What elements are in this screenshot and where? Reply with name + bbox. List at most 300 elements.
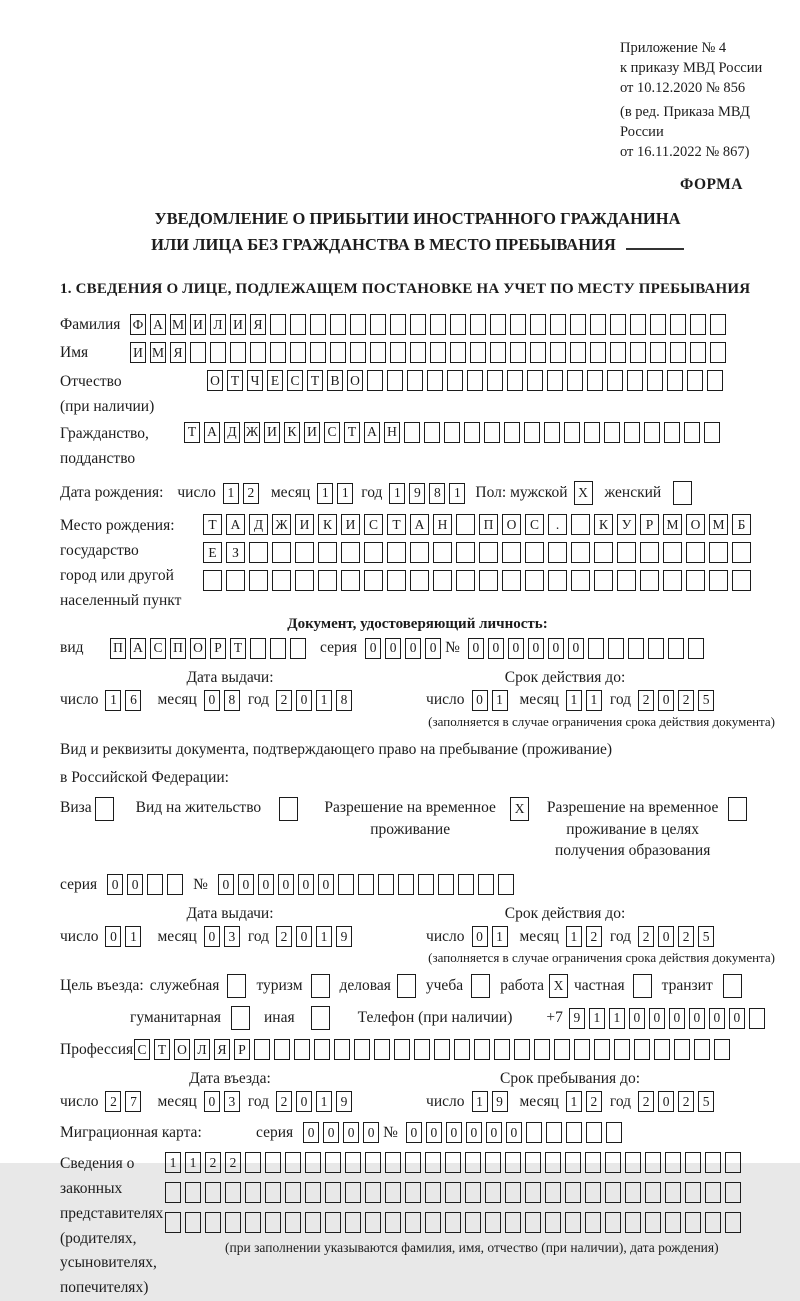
residence-issue-month-cell[interactable]: 0 (204, 926, 220, 947)
birthplace-char-cell[interactable] (594, 570, 613, 591)
doc-number-cell[interactable]: 0 (508, 638, 524, 659)
doc-kind-cell[interactable] (290, 638, 306, 659)
surname-char-cell[interactable] (370, 314, 386, 335)
representatives-char-cell[interactable] (625, 1212, 641, 1233)
birthplace-char-cell[interactable]: П (479, 514, 498, 535)
patronymic-char-cell[interactable]: О (207, 370, 223, 391)
surname-char-cell[interactable] (610, 314, 626, 335)
purpose-private-checkbox[interactable] (633, 974, 652, 998)
birthplace-char-cell[interactable] (640, 542, 659, 563)
representatives-char-cell[interactable] (585, 1182, 601, 1203)
birthplace-char-cell[interactable] (686, 570, 705, 591)
profession-char-cell[interactable] (694, 1039, 710, 1060)
representatives-char-cell[interactable] (465, 1182, 481, 1203)
representatives-char-cell[interactable] (585, 1152, 601, 1173)
birthplace-char-cell[interactable] (709, 542, 728, 563)
profession-char-cell[interactable] (274, 1039, 290, 1060)
entry-month-cell[interactable]: 0 (204, 1091, 220, 1112)
doc-number-cell[interactable]: 0 (528, 638, 544, 659)
residence-issue-year-cell[interactable]: 9 (336, 926, 352, 947)
representatives-char-cell[interactable] (445, 1182, 461, 1203)
doc-issue-year-cell[interactable]: 2 (276, 690, 292, 711)
firstname-char-cell[interactable] (570, 342, 586, 363)
birthplace-char-cell[interactable] (456, 570, 475, 591)
residence-issue-day-input[interactable] (105, 926, 145, 947)
migration-series-cell[interactable]: 0 (303, 1122, 319, 1143)
residence-number-cell[interactable] (398, 874, 414, 895)
doc-number-cell[interactable] (668, 638, 684, 659)
purpose-humanitarian-checkbox[interactable] (231, 1006, 250, 1030)
birthplace-char-cell[interactable] (732, 542, 751, 563)
residence-issue-day-cell[interactable]: 0 (105, 926, 121, 947)
surname-char-cell[interactable] (270, 314, 286, 335)
representatives-char-cell[interactable] (325, 1152, 341, 1173)
profession-char-cell[interactable] (474, 1039, 490, 1060)
purpose-transit-cell[interactable] (723, 974, 742, 998)
doc-number-cell[interactable] (588, 638, 604, 659)
representatives-char-cell[interactable] (705, 1182, 721, 1203)
birthplace-char-cell[interactable]: Б (732, 514, 751, 535)
patronymic-char-cell[interactable]: Т (307, 370, 323, 391)
rvp-cell[interactable]: X (510, 797, 529, 821)
representatives-row3-input[interactable] (165, 1212, 745, 1233)
patronymic-char-cell[interactable] (687, 370, 703, 391)
representatives-char-cell[interactable] (285, 1182, 301, 1203)
residence-issue-day-cell[interactable]: 1 (125, 926, 141, 947)
representatives-char-cell[interactable] (545, 1212, 561, 1233)
representatives-char-cell[interactable] (485, 1152, 501, 1173)
surname-char-cell[interactable] (570, 314, 586, 335)
citizenship-char-cell[interactable]: Ж (244, 422, 260, 443)
doc-issue-year-cell[interactable]: 1 (316, 690, 332, 711)
patronymic-char-cell[interactable] (447, 370, 463, 391)
purpose-other-checkbox[interactable] (311, 1006, 330, 1030)
representatives-char-cell[interactable] (505, 1182, 521, 1203)
citizenship-char-cell[interactable] (584, 422, 600, 443)
patronymic-char-cell[interactable]: Ч (247, 370, 263, 391)
profession-char-cell[interactable] (534, 1039, 550, 1060)
firstname-char-cell[interactable] (530, 342, 546, 363)
surname-char-cell[interactable]: А (150, 314, 166, 335)
birthplace-char-cell[interactable]: . (548, 514, 567, 535)
doc-kind-cell[interactable]: П (110, 638, 126, 659)
doc-number-cell[interactable] (608, 638, 624, 659)
migration-number-cell[interactable]: 0 (506, 1122, 522, 1143)
representatives-char-cell[interactable] (485, 1212, 501, 1233)
firstname-char-cell[interactable] (550, 342, 566, 363)
birth-month-cell[interactable]: 1 (337, 483, 353, 504)
representatives-char-cell[interactable] (165, 1212, 181, 1233)
representatives-char-cell[interactable] (525, 1152, 541, 1173)
citizenship-char-cell[interactable] (664, 422, 680, 443)
surname-input[interactable] (130, 314, 730, 335)
doc-kind-cell[interactable]: С (150, 638, 166, 659)
representatives-char-cell[interactable] (545, 1182, 561, 1203)
representatives-char-cell[interactable] (305, 1152, 321, 1173)
profession-char-cell[interactable] (374, 1039, 390, 1060)
representatives-char-cell[interactable] (605, 1212, 621, 1233)
doc-expiry-year-cell[interactable]: 5 (698, 690, 714, 711)
residence-number-cell[interactable] (338, 874, 354, 895)
phone-digit-cell[interactable]: 0 (689, 1008, 705, 1029)
birthplace-char-cell[interactable] (571, 514, 590, 535)
firstname-char-cell[interactable] (670, 342, 686, 363)
residence-expiry-month-cell[interactable]: 1 (566, 926, 582, 947)
residence-number-cell[interactable] (358, 874, 374, 895)
birthplace-char-cell[interactable] (548, 542, 567, 563)
representatives-char-cell[interactable] (265, 1212, 281, 1233)
birthplace-char-cell[interactable] (479, 542, 498, 563)
doc-expiry-year-cell[interactable]: 0 (658, 690, 674, 711)
representatives-char-cell[interactable] (265, 1152, 281, 1173)
purpose-work-cell[interactable]: X (549, 974, 568, 998)
surname-char-cell[interactable] (310, 314, 326, 335)
birthplace-char-cell[interactable] (571, 542, 590, 563)
representatives-char-cell[interactable] (245, 1182, 261, 1203)
stay-year-cell[interactable]: 2 (678, 1091, 694, 1112)
residence-issue-year-input[interactable] (276, 926, 356, 947)
representatives-char-cell[interactable] (165, 1182, 181, 1203)
birthplace-char-cell[interactable] (571, 570, 590, 591)
birthplace-char-cell[interactable] (525, 542, 544, 563)
firstname-char-cell[interactable] (270, 342, 286, 363)
birthplace-char-cell[interactable] (226, 570, 245, 591)
representatives-char-cell[interactable] (485, 1182, 501, 1203)
phone-digit-cell[interactable] (749, 1008, 765, 1029)
entry-day-input[interactable] (105, 1091, 145, 1112)
citizenship-char-cell[interactable] (444, 422, 460, 443)
birthplace-char-cell[interactable] (663, 542, 682, 563)
representatives-char-cell[interactable] (225, 1182, 241, 1203)
representatives-char-cell[interactable] (285, 1212, 301, 1233)
doc-issue-year-cell[interactable]: 0 (296, 690, 312, 711)
residence-issue-month-cell[interactable]: 3 (224, 926, 240, 947)
birthplace-char-cell[interactable] (318, 570, 337, 591)
residence-expiry-year-cell[interactable]: 5 (698, 926, 714, 947)
birthplace-char-cell[interactable]: З (226, 542, 245, 563)
representatives-char-cell[interactable] (425, 1212, 441, 1233)
surname-char-cell[interactable] (690, 314, 706, 335)
firstname-char-cell[interactable] (430, 342, 446, 363)
doc-kind-cell[interactable]: П (170, 638, 186, 659)
stay-year-cell[interactable]: 0 (658, 1091, 674, 1112)
representatives-char-cell[interactable] (405, 1212, 421, 1233)
surname-char-cell[interactable]: И (230, 314, 246, 335)
doc-series-cell[interactable]: 0 (425, 638, 441, 659)
stay-month-cell[interactable]: 2 (586, 1091, 602, 1112)
representatives-char-cell[interactable] (545, 1152, 561, 1173)
residence-issue-year-cell[interactable]: 0 (296, 926, 312, 947)
birthplace-char-cell[interactable]: К (318, 514, 337, 535)
rvp-edu-checkbox[interactable] (728, 797, 747, 821)
surname-char-cell[interactable]: Ф (130, 314, 146, 335)
phone-digit-cell[interactable]: 1 (589, 1008, 605, 1029)
birthplace-char-cell[interactable]: Ж (272, 514, 291, 535)
firstname-char-cell[interactable] (390, 342, 406, 363)
profession-char-cell[interactable] (654, 1039, 670, 1060)
citizenship-char-cell[interactable]: А (364, 422, 380, 443)
birthplace-char-cell[interactable] (686, 542, 705, 563)
residence-expiry-year-cell[interactable]: 2 (638, 926, 654, 947)
representatives-char-cell[interactable] (565, 1182, 581, 1203)
residence-expiry-day-cell[interactable]: 0 (472, 926, 488, 947)
firstname-char-cell[interactable] (190, 342, 206, 363)
birthplace-char-cell[interactable]: Т (387, 514, 406, 535)
entry-year-cell[interactable]: 2 (276, 1091, 292, 1112)
citizenship-char-cell[interactable]: Н (384, 422, 400, 443)
doc-expiry-day-cell[interactable]: 0 (472, 690, 488, 711)
migration-number-cell[interactable]: 0 (486, 1122, 502, 1143)
doc-kind-cell[interactable]: А (130, 638, 146, 659)
birth-year-cell[interactable]: 1 (389, 483, 405, 504)
representatives-char-cell[interactable] (345, 1152, 361, 1173)
citizenship-char-cell[interactable] (404, 422, 420, 443)
birthplace-char-cell[interactable]: Д (249, 514, 268, 535)
surname-char-cell[interactable] (550, 314, 566, 335)
representatives-char-cell[interactable] (685, 1152, 701, 1173)
profession-char-cell[interactable] (574, 1039, 590, 1060)
representatives-char-cell[interactable] (465, 1152, 481, 1173)
migration-series-cell[interactable]: 0 (363, 1122, 379, 1143)
residence-number-cell[interactable]: 0 (218, 874, 234, 895)
representatives-char-cell[interactable]: 2 (205, 1152, 221, 1173)
residence-number-cell[interactable] (438, 874, 454, 895)
residence-expiry-month-cell[interactable]: 2 (586, 926, 602, 947)
patronymic-char-cell[interactable]: С (287, 370, 303, 391)
surname-char-cell[interactable] (710, 314, 726, 335)
representatives-char-cell[interactable] (325, 1212, 341, 1233)
residence-number-cell[interactable] (378, 874, 394, 895)
citizenship-char-cell[interactable] (464, 422, 480, 443)
patronymic-char-cell[interactable] (387, 370, 403, 391)
doc-kind-cell[interactable] (250, 638, 266, 659)
sex-male-cell[interactable]: X (574, 481, 593, 505)
citizenship-char-cell[interactable]: Т (184, 422, 200, 443)
representatives-char-cell[interactable] (605, 1152, 621, 1173)
representatives-char-cell[interactable] (525, 1212, 541, 1233)
doc-series-cell[interactable]: 0 (365, 638, 381, 659)
patronymic-char-cell[interactable] (627, 370, 643, 391)
patronymic-char-cell[interactable]: Е (267, 370, 283, 391)
firstname-char-cell[interactable] (470, 342, 486, 363)
citizenship-char-cell[interactable] (504, 422, 520, 443)
birthplace-char-cell[interactable] (203, 570, 222, 591)
purpose-work-checkbox[interactable] (549, 974, 568, 998)
patronymic-char-cell[interactable] (567, 370, 583, 391)
birthplace-char-cell[interactable] (456, 514, 475, 535)
birthplace-char-cell[interactable]: А (226, 514, 245, 535)
representatives-char-cell[interactable] (365, 1212, 381, 1233)
migration-number-cell[interactable]: 0 (426, 1122, 442, 1143)
citizenship-char-cell[interactable]: Т (344, 422, 360, 443)
phone-digit-cell[interactable]: 0 (629, 1008, 645, 1029)
birthplace-char-cell[interactable] (341, 542, 360, 563)
doc-kind-cell[interactable]: Т (230, 638, 246, 659)
birthplace-row3-input[interactable] (203, 570, 755, 591)
firstname-char-cell[interactable] (590, 342, 606, 363)
birthplace-char-cell[interactable] (479, 570, 498, 591)
residence-issue-year-cell[interactable]: 2 (276, 926, 292, 947)
birthplace-char-cell[interactable] (456, 542, 475, 563)
profession-char-cell[interactable] (674, 1039, 690, 1060)
profession-char-cell[interactable] (254, 1039, 270, 1060)
birthplace-char-cell[interactable]: Е (203, 542, 222, 563)
citizenship-char-cell[interactable] (684, 422, 700, 443)
residence-permit-checkbox[interactable] (279, 797, 298, 821)
doc-issue-year-cell[interactable]: 8 (336, 690, 352, 711)
phone-digit-cell[interactable]: 0 (649, 1008, 665, 1029)
phone-digit-cell[interactable]: 0 (729, 1008, 745, 1029)
doc-expiry-day-cell[interactable]: 1 (492, 690, 508, 711)
entry-month-cell[interactable]: 3 (224, 1091, 240, 1112)
firstname-char-cell[interactable] (250, 342, 266, 363)
representatives-char-cell[interactable] (405, 1182, 421, 1203)
birthplace-char-cell[interactable] (410, 570, 429, 591)
surname-char-cell[interactable] (510, 314, 526, 335)
citizenship-char-cell[interactable] (424, 422, 440, 443)
patronymic-char-cell[interactable] (547, 370, 563, 391)
profession-char-cell[interactable] (414, 1039, 430, 1060)
birthplace-char-cell[interactable] (364, 570, 383, 591)
birthplace-char-cell[interactable] (272, 542, 291, 563)
representatives-char-cell[interactable] (725, 1182, 741, 1203)
birthplace-char-cell[interactable] (548, 570, 567, 591)
representatives-char-cell[interactable] (525, 1182, 541, 1203)
birthplace-char-cell[interactable]: Р (640, 514, 659, 535)
purpose-study-checkbox[interactable] (471, 974, 490, 998)
representatives-char-cell[interactable] (445, 1212, 461, 1233)
doc-number-cell[interactable]: 0 (488, 638, 504, 659)
birthplace-char-cell[interactable] (387, 542, 406, 563)
stay-day-cell[interactable]: 9 (492, 1091, 508, 1112)
phone-input[interactable] (569, 1008, 769, 1029)
migration-number-cell[interactable] (546, 1122, 562, 1143)
doc-series-input[interactable] (365, 638, 445, 659)
purpose-study-cell[interactable] (471, 974, 490, 998)
residence-number-cell[interactable] (418, 874, 434, 895)
representatives-char-cell[interactable] (285, 1152, 301, 1173)
citizenship-char-cell[interactable] (604, 422, 620, 443)
firstname-char-cell[interactable] (350, 342, 366, 363)
representatives-char-cell[interactable]: 1 (165, 1152, 181, 1173)
purpose-business-cell[interactable] (397, 974, 416, 998)
representatives-char-cell[interactable] (565, 1212, 581, 1233)
birth-year-input[interactable] (389, 483, 469, 504)
citizenship-char-cell[interactable]: И (304, 422, 320, 443)
representatives-char-cell[interactable] (685, 1212, 701, 1233)
representatives-char-cell[interactable] (425, 1182, 441, 1203)
birthplace-char-cell[interactable]: К (594, 514, 613, 535)
birthplace-char-cell[interactable]: С (525, 514, 544, 535)
stay-day-cell[interactable]: 1 (472, 1091, 488, 1112)
surname-char-cell[interactable]: М (170, 314, 186, 335)
doc-number-cell[interactable]: 0 (468, 638, 484, 659)
profession-char-cell[interactable]: Р (234, 1039, 250, 1060)
surname-char-cell[interactable]: Я (250, 314, 266, 335)
representatives-char-cell[interactable] (265, 1182, 281, 1203)
representatives-char-cell[interactable] (645, 1212, 661, 1233)
surname-char-cell[interactable] (350, 314, 366, 335)
firstname-char-cell[interactable] (230, 342, 246, 363)
representatives-char-cell[interactable] (605, 1182, 621, 1203)
citizenship-input[interactable] (184, 422, 724, 443)
representatives-char-cell[interactable] (245, 1152, 261, 1173)
doc-kind-input[interactable] (110, 638, 310, 659)
phone-digit-cell[interactable]: 9 (569, 1008, 585, 1029)
representatives-char-cell[interactable] (205, 1212, 221, 1233)
profession-char-cell[interactable] (454, 1039, 470, 1060)
stay-day-input[interactable] (472, 1091, 512, 1112)
patronymic-char-cell[interactable]: О (347, 370, 363, 391)
doc-number-cell[interactable] (688, 638, 704, 659)
doc-number-cell[interactable]: 0 (548, 638, 564, 659)
surname-char-cell[interactable] (450, 314, 466, 335)
stay-year-cell[interactable]: 2 (638, 1091, 654, 1112)
firstname-char-cell[interactable]: М (150, 342, 166, 363)
birthplace-row2-input[interactable] (203, 542, 755, 563)
entry-day-cell[interactable]: 7 (125, 1091, 141, 1112)
residence-number-cell[interactable]: 0 (238, 874, 254, 895)
representatives-char-cell[interactable] (665, 1152, 681, 1173)
representatives-char-cell[interactable] (385, 1182, 401, 1203)
birthplace-char-cell[interactable] (249, 542, 268, 563)
migration-series-cell[interactable]: 0 (343, 1122, 359, 1143)
representatives-char-cell[interactable] (625, 1182, 641, 1203)
representatives-char-cell[interactable] (665, 1212, 681, 1233)
firstname-char-cell[interactable]: И (130, 342, 146, 363)
citizenship-char-cell[interactable] (704, 422, 720, 443)
citizenship-char-cell[interactable]: С (324, 422, 340, 443)
residence-number-cell[interactable] (458, 874, 474, 895)
doc-expiry-year-cell[interactable]: 2 (638, 690, 654, 711)
patronymic-char-cell[interactable] (607, 370, 623, 391)
surname-char-cell[interactable] (490, 314, 506, 335)
firstname-char-cell[interactable] (450, 342, 466, 363)
representatives-char-cell[interactable] (305, 1212, 321, 1233)
birthplace-char-cell[interactable] (594, 542, 613, 563)
residence-issue-year-cell[interactable]: 1 (316, 926, 332, 947)
representatives-char-cell[interactable]: 1 (185, 1152, 201, 1173)
representatives-char-cell[interactable] (645, 1152, 661, 1173)
profession-char-cell[interactable]: Л (194, 1039, 210, 1060)
birthplace-char-cell[interactable]: А (410, 514, 429, 535)
purpose-tourism-cell[interactable] (311, 974, 330, 998)
purpose-private-cell[interactable] (633, 974, 652, 998)
citizenship-char-cell[interactable]: И (264, 422, 280, 443)
doc-series-cell[interactable]: 0 (385, 638, 401, 659)
sex-female-checkbox[interactable] (673, 481, 692, 505)
patronymic-char-cell[interactable] (367, 370, 383, 391)
birthplace-char-cell[interactable]: И (295, 514, 314, 535)
representatives-char-cell[interactable] (385, 1212, 401, 1233)
entry-month-input[interactable] (204, 1091, 244, 1112)
representatives-char-cell[interactable] (325, 1182, 341, 1203)
profession-char-cell[interactable] (354, 1039, 370, 1060)
visa-cell[interactable] (95, 797, 114, 821)
visa-checkbox[interactable] (95, 797, 114, 821)
firstname-char-cell[interactable] (410, 342, 426, 363)
doc-series-cell[interactable]: 0 (405, 638, 421, 659)
birthplace-char-cell[interactable]: И (341, 514, 360, 535)
representatives-char-cell[interactable] (365, 1182, 381, 1203)
migration-number-cell[interactable] (606, 1122, 622, 1143)
birthplace-char-cell[interactable] (640, 570, 659, 591)
sex-female-cell[interactable] (673, 481, 692, 505)
birthplace-char-cell[interactable] (433, 542, 452, 563)
entry-day-cell[interactable]: 2 (105, 1091, 121, 1112)
birthplace-char-cell[interactable]: У (617, 514, 636, 535)
phone-digit-cell[interactable]: 1 (609, 1008, 625, 1029)
